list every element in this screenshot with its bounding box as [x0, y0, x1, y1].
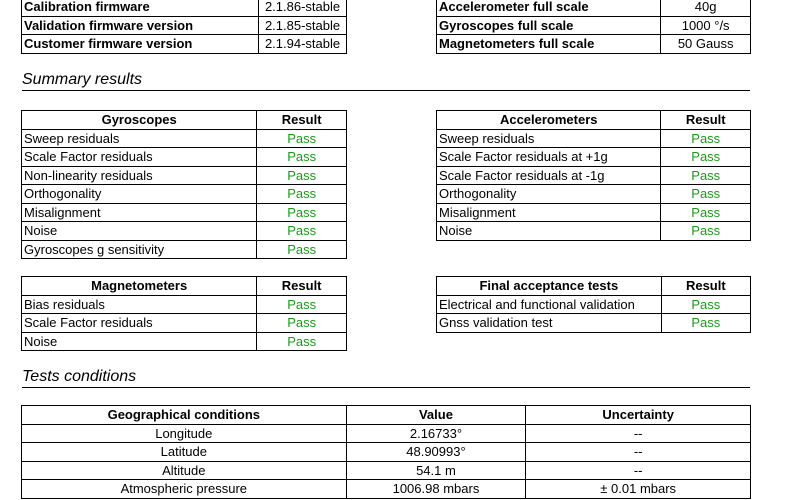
test-label: Gnss validation test [437, 314, 662, 333]
table-row [437, 0, 751, 16]
result-value: Pass [661, 203, 751, 222]
test-label: Non-linearity residuals [22, 166, 257, 185]
table-row [22, 148, 347, 167]
scale-value: 1000 °/s [661, 16, 751, 35]
test-label: Orthogonality [437, 185, 661, 204]
result-value: Pass [257, 314, 347, 333]
result-value: Pass [257, 129, 347, 148]
scale-label: Accelerometer full scale [437, 0, 661, 16]
table-row [22, 166, 347, 185]
condition-label: Altitude [22, 461, 347, 480]
firmware-label: Validation firmware version [22, 16, 259, 35]
result-value: Pass [257, 166, 347, 185]
gyroscopes-header: Gyroscopes [22, 111, 257, 130]
result-value: Pass [661, 295, 750, 314]
table-row [22, 35, 347, 54]
result-value: Pass [661, 314, 750, 333]
result-header: Result [661, 111, 751, 130]
table-header-row [437, 277, 751, 296]
test-label: Noise [22, 222, 257, 241]
result-value: Pass [661, 185, 751, 204]
test-label: Scale Factor residuals [22, 148, 257, 167]
test-label: Sweep residuals [437, 129, 661, 148]
firmware-label: Calibration firmware [22, 0, 259, 16]
table-row [22, 443, 751, 462]
result-value: Pass [257, 203, 347, 222]
test-label: Electrical and functional validation [437, 295, 662, 314]
table-row [437, 35, 751, 54]
result-value: Pass [661, 222, 751, 241]
condition-value: 54.1 m [346, 461, 526, 480]
table-row [22, 480, 751, 499]
condition-label: Atmospheric pressure [22, 480, 347, 499]
firmware-label: Customer firmware version [22, 35, 259, 54]
magnetometers-table [21, 276, 347, 351]
table-row [22, 16, 347, 35]
table-row [22, 222, 347, 241]
condition-label: Longitude [22, 424, 347, 443]
result-value: Pass [661, 129, 751, 148]
scale-label: Magnetometers full scale [437, 35, 661, 54]
table-row [22, 332, 347, 351]
accelerometers-header: Accelerometers [437, 111, 661, 130]
value-header: Value [346, 406, 526, 425]
result-value: Pass [257, 332, 347, 351]
table-row [22, 424, 751, 443]
full-scale-table [436, 0, 751, 54]
condition-uncertainty: -- [526, 443, 751, 462]
table-row [22, 295, 347, 314]
result-value: Pass [257, 148, 347, 167]
table-row [437, 222, 751, 241]
table-row [22, 0, 347, 16]
result-value: Pass [257, 240, 347, 259]
test-label: Orthogonality [22, 185, 257, 204]
table-header-row [437, 111, 751, 130]
scale-value: 40g [661, 0, 751, 16]
condition-uncertainty: -- [526, 424, 751, 443]
conditions-table [21, 405, 751, 499]
table-header-row [22, 277, 347, 296]
result-value: Pass [257, 185, 347, 204]
table-row [22, 314, 347, 333]
test-label: Scale Factor residuals at -1g [437, 166, 661, 185]
table-header-row [22, 406, 751, 425]
test-label: Scale Factor residuals [22, 314, 257, 333]
test-label: Gyroscopes g sensitivity [22, 240, 257, 259]
gyroscopes-table [21, 110, 347, 259]
table-row [437, 16, 751, 35]
result-value: Pass [257, 295, 347, 314]
table-row [437, 185, 751, 204]
table-row [437, 148, 751, 167]
table-row [22, 461, 751, 480]
result-value: Pass [661, 148, 751, 167]
table-header-row [22, 111, 347, 130]
table-row [437, 314, 751, 333]
result-header: Result [257, 277, 347, 296]
result-header: Result [257, 111, 347, 130]
tests-conditions-heading: Tests conditions [22, 368, 750, 388]
result-value: Pass [257, 222, 347, 241]
scale-label: Gyroscopes full scale [437, 16, 661, 35]
result-header: Result [661, 277, 750, 296]
geographical-conditions-header: Geographical conditions [22, 406, 347, 425]
firmware-value: 2.1.94-stable [259, 35, 347, 54]
accelerometers-table [436, 110, 751, 241]
condition-value: 48.90993° [346, 443, 526, 462]
table-row [437, 203, 751, 222]
test-label: Misalignment [437, 203, 661, 222]
table-row [22, 240, 347, 259]
table-row [22, 129, 347, 148]
result-value: Pass [661, 166, 751, 185]
firmware-table [21, 0, 347, 54]
test-label: Misalignment [22, 203, 257, 222]
condition-value: 1006.98 mbars [346, 480, 526, 499]
condition-label: Latitude [22, 443, 347, 462]
table-row [22, 185, 347, 204]
summary-results-heading: Summary results [22, 71, 750, 91]
firmware-value: 2.1.85-stable [259, 16, 347, 35]
firmware-value: 2.1.86-stable [259, 0, 347, 16]
test-label: Noise [22, 332, 257, 351]
condition-uncertainty: -- [526, 461, 751, 480]
final-acceptance-table [436, 276, 751, 333]
table-row [437, 295, 751, 314]
scale-value: 50 Gauss [661, 35, 751, 54]
final-tests-header: Final acceptance tests [437, 277, 662, 296]
table-row [22, 203, 347, 222]
uncertainty-header: Uncertainty [526, 406, 751, 425]
test-label: Bias residuals [22, 295, 257, 314]
table-row [437, 129, 751, 148]
condition-uncertainty: ± 0.01 mbars [526, 480, 751, 499]
table-row [437, 166, 751, 185]
test-label: Sweep residuals [22, 129, 257, 148]
magnetometers-header: Magnetometers [22, 277, 257, 296]
test-label: Noise [437, 222, 661, 241]
condition-value: 2.16733° [346, 424, 526, 443]
test-label: Scale Factor residuals at +1g [437, 148, 661, 167]
